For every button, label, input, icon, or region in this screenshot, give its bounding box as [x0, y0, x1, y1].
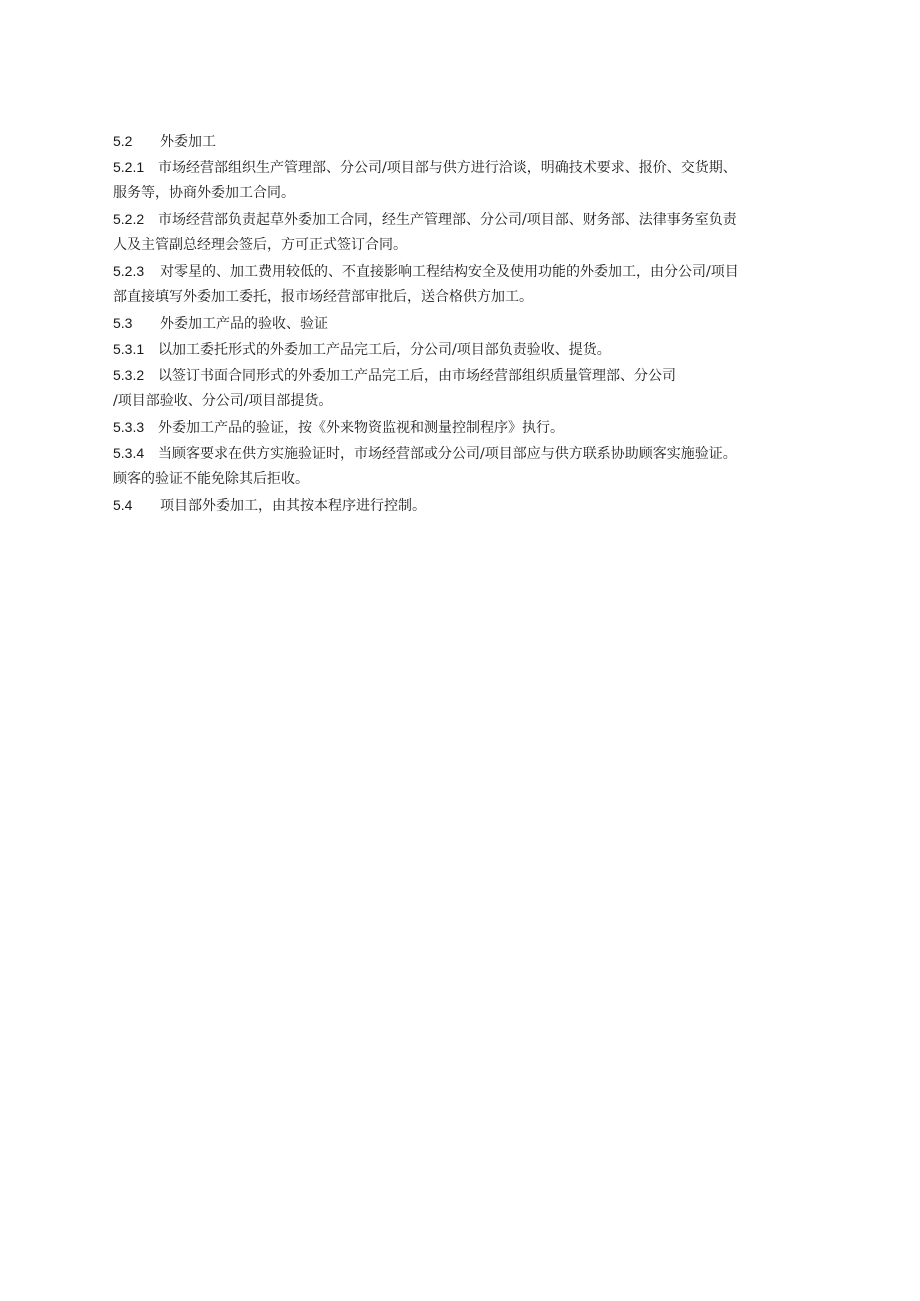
- clause-number: 5.3.2: [113, 367, 145, 383]
- section-text: 外委加工: [160, 134, 216, 150]
- clause-text: 市场经营部负责起草外委加工合同，经生产管理部、分公司/项目部、财务部、法律事务室负责: [158, 212, 737, 228]
- clause-number: 5.3.3: [113, 419, 145, 435]
- clause-continuation: [113, 466, 813, 492]
- clause-text: 当顾客要求在供方实施验证时，市场经营部或分公司/项目部应与供方联系协助顾客实施验证。: [158, 446, 737, 462]
- clause-continuation: [113, 388, 813, 414]
- clause-text: 以加工委托形式的外委加工产品完工后，分公司/项目部负责验收、提货。: [158, 342, 611, 358]
- section-number: 5.4: [113, 497, 133, 513]
- clause-text: 顾客的验证不能免除其后拒收。: [113, 471, 309, 487]
- clause-number: 5.3.1: [113, 341, 145, 357]
- clause-continuation: [113, 284, 813, 310]
- document-body: [113, 128, 813, 518]
- section-number: 5.2: [113, 133, 133, 149]
- clause-number: 5.2.2: [113, 211, 145, 227]
- clause-number: 5.2.3: [113, 263, 145, 279]
- clause-line: [113, 258, 813, 284]
- clause-number: 5.3.4: [113, 445, 145, 461]
- section-heading: [113, 310, 813, 336]
- section-number: 5.3: [113, 315, 133, 331]
- section-text: 项目部外委加工，由其按本程序进行控制。: [160, 498, 426, 514]
- section-heading: [113, 492, 813, 518]
- clause-line: [113, 154, 813, 180]
- clause-text: 人及主管副总经理会签后，方可正式签订合同。: [113, 237, 407, 253]
- clause-continuation: [113, 180, 813, 206]
- clause-text: 以签订书面合同形式的外委加工产品完工后，由市场经营部组织质量管理部、分公司: [158, 368, 676, 384]
- clause-number: 5.2.1: [113, 159, 145, 175]
- clause-line: [113, 414, 813, 440]
- clause-text: 市场经营部组织生产管理部、分公司/项目部与供方进行洽谈，明确技术要求、报价、交货期、: [158, 160, 737, 176]
- clause-line: [113, 362, 813, 388]
- clause-continuation: [113, 232, 813, 258]
- section-heading: [113, 128, 813, 154]
- clause-text: /项目部验收、分公司/项目部提货。: [113, 393, 333, 409]
- section-text: 外委加工产品的验收、验证: [160, 316, 328, 332]
- clause-text: 外委加工产品的验证，按《外来物资监视和测量控制程序》执行。: [158, 420, 564, 436]
- clause-line: [113, 440, 813, 466]
- clause-line: [113, 336, 813, 362]
- clause-text: 服务等，协商外委加工合同。: [113, 185, 295, 201]
- clause-text: 对零星的、加工费用较低的、不直接影响工程结构安全及使用功能的外委加工，由分公司/项目: [160, 264, 739, 280]
- clause-line: [113, 206, 813, 232]
- clause-text: 部直接填写外委加工委托，报市场经营部审批后，送合格供方加工。: [113, 289, 533, 305]
